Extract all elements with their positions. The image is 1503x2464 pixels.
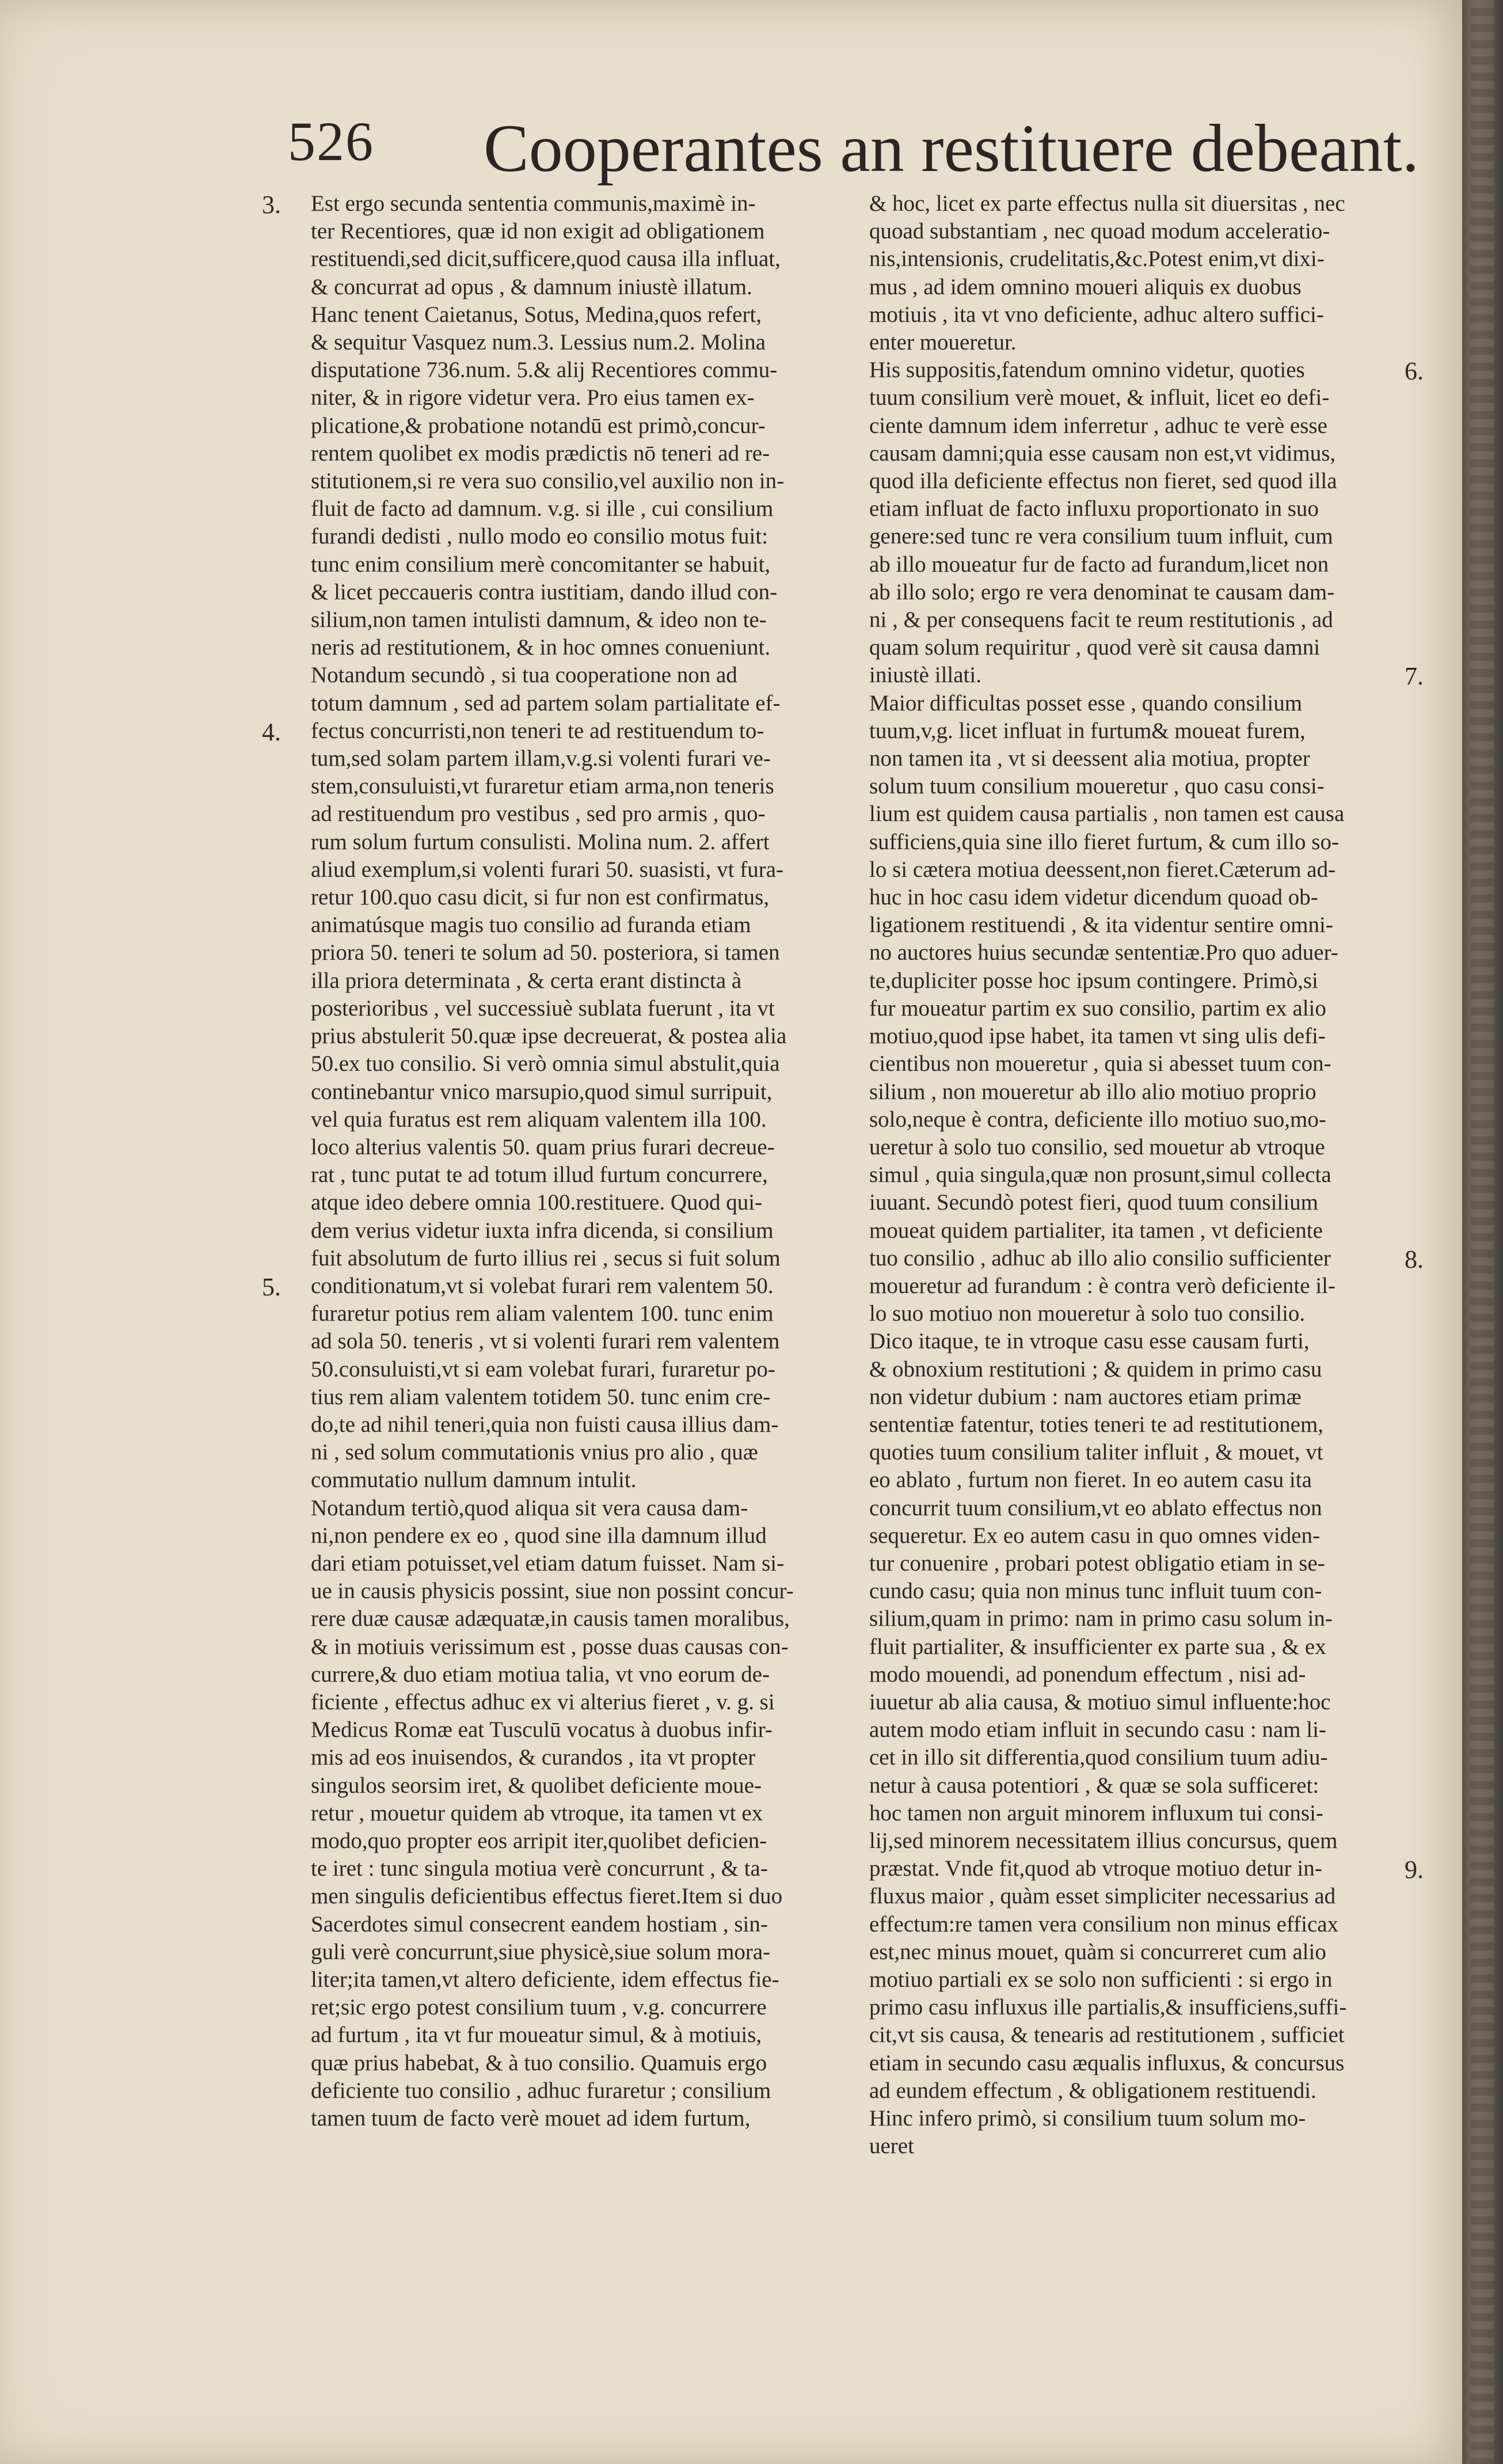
text-line: & obnoxium restitutioni ; & quidem in primo casu: [869, 1356, 1322, 1382]
text-line: ni , & per consequens facit te reum restitutionis , ad: [869, 607, 1333, 633]
text-line: tuum,v,g. licet influat in furtum& moueat furem,: [869, 718, 1306, 743]
text-line: disputatione 736.num. 5.& alij Recentiores commu-: [311, 358, 778, 383]
text-line: deficiente tuo consilio , adhuc furaretur ; consilium: [311, 2078, 771, 2103]
text-line: ab illo moueatur fur de facto ad furandum,licet non: [869, 552, 1329, 577]
text-line: do,te ad nihil teneri,quia non fuisti causa illius dam-: [311, 1412, 779, 1437]
text-line: liter;ita tamen,vt altero deficiente, idem effectus fie-: [311, 1967, 779, 1992]
text-line: stitutionem,si re vera suo consilio,vel auxilio non in-: [311, 469, 785, 494]
text-line: cet in illo sit differentia,quod consilium tuum adiu-: [869, 1745, 1328, 1770]
text-line: solo,neque è contra, deficiente illo motiuo suo,mo-: [869, 1106, 1326, 1132]
text-line: eo ablato , furtum non fieret. In eo autem casu ita: [869, 1467, 1312, 1493]
text-line: & concurrat ad opus , & damnum iniustè illatum.: [311, 274, 752, 299]
paragraph-number: 7.: [1405, 662, 1424, 691]
text-line: est,nec minus mouet, quàm si concurreret cum alio: [869, 1939, 1326, 1964]
text-line: quoties tuum consilium taliter influit , & mouet, vt: [869, 1440, 1323, 1465]
text-line: silium,non tamen intulisti damnum, & ideo non te-: [311, 607, 767, 633]
text-line: autem modo etiam influit in secundo casu : nam li-: [869, 1717, 1326, 1743]
paragraph-number: 4.: [262, 717, 281, 746]
text-line: aliud exemplum,si volenti furari 50. suasisti, vt fura-: [311, 857, 783, 882]
text-line: tunc enim consilium merè concomitanter se habuit,: [311, 552, 771, 577]
text-line: fluxus maior , quàm esset simpliciter necessarius ad: [869, 1884, 1336, 1909]
text-line: Est ergo secunda sententia communis,maximè in-: [311, 191, 756, 216]
text-line: non tamen ita , vt si deessent alia motiua, propter: [869, 746, 1310, 771]
text-line: rum solum furtum consulisti. Molina num. 2. affert: [311, 829, 770, 854]
text-line: tamen tuum de facto verè mouet ad idem furtum,: [311, 2106, 751, 2131]
text-line: ad furtum , ita vt fur moueatur simul, & à motiuis,: [311, 2022, 762, 2048]
text-line: restituendi,sed dicit,sufficere,quod causa illa influat,: [311, 246, 781, 272]
text-line: causam damni;quia esse causam non est,vt vidimus,: [869, 440, 1336, 466]
text-line: ad eundem effectum , & obligationem restituendi.: [869, 2078, 1316, 2103]
text-line: cundo casu; quia non minus tunc influit tuum con-: [869, 1579, 1322, 1604]
right-text-column: [869, 190, 1399, 2160]
text-line: conditionatum,vt si volebat furari rem valentem 50.: [311, 1273, 774, 1298]
text-line: ab illo solo; ergo re vera denominat te causam dam-: [869, 579, 1335, 604]
text-line: & hoc, licet ex parte effectus nulla sit diuersitas , nec: [869, 191, 1345, 216]
text-line: tum,sed solam partem illam,v.g.si volenti furari ve-: [311, 746, 771, 771]
running-title: Cooperantes an restituere debeant.: [484, 111, 1420, 186]
text-line: commutatio nullum damnum intulit.: [311, 1467, 637, 1493]
text-line: simul , quia singula,quæ non prosunt,simul collecta: [869, 1162, 1331, 1188]
text-line: primo casu influxus ille partialis,& insufficiens,suffi-: [869, 1995, 1347, 2020]
text-line: sufficiens,quia sine illo fieret furtum, & cum illo so-: [869, 829, 1339, 854]
text-line: enter moueretur.: [869, 330, 1017, 355]
text-line: tuo consilio , adhuc ab illo alio consilio sufficienter: [869, 1245, 1331, 1271]
text-line: quoad substantiam , nec quoad modum acceleratio-: [869, 219, 1330, 244]
text-line: quam solum requiritur , quod verè sit causa damni: [869, 635, 1321, 660]
text-line: ret;sic ergo potest consilium tuum , v.g. concurrere: [311, 1995, 767, 2020]
text-line: fuit absolutum de furto illius rei , secus si fuit solum: [311, 1245, 781, 1271]
text-line: fluit partialiter, & insufficienter ex parte sua , & ex: [869, 1634, 1326, 1659]
text-line: ni , sed solum commutationis vnius pro alio , quæ: [311, 1440, 758, 1465]
page-stack-edge: [1471, 0, 1494, 2464]
text-line: mus , ad idem omnino moueri aliquis ex duobus: [869, 274, 1302, 299]
text-line: sententiæ fatentur, toties teneri te ad restitutionem,: [869, 1412, 1324, 1437]
text-line: genere:sed tunc re vera consilium tuum influit, cum: [869, 524, 1333, 549]
text-line: currere,& duo etiam motiua talia, vt vno eorum de-: [311, 1661, 770, 1687]
text-line: retur 100.quo casu dicit, si fur non est confirmatus,: [311, 885, 770, 910]
text-line: hoc tamen non arguit minorem influxum tui consi-: [869, 1800, 1323, 1826]
text-line: loco alterius valentis 50. quam prius furari decreue-: [311, 1134, 775, 1159]
text-line: men singulis deficientibus effectus fieret.Item si duo: [311, 1884, 783, 1909]
text-line: motiuis , ita vt vno deficiente, adhuc altero suffici-: [869, 302, 1324, 327]
text-line: furandi dedisti , nullo modo eo consilio motus fuit:: [311, 524, 768, 549]
text-line: quod illa deficiente effectus non fieret, sed quod illa: [869, 469, 1337, 494]
text-line: guli verè concurrunt,siue physicè,siue solum mora-: [311, 1939, 771, 1964]
text-line: fectus concurristi,non teneri te ad restituendum to-: [311, 718, 764, 743]
text-line: singulos seorsim iret, & quolibet deficiente moue-: [311, 1773, 762, 1798]
text-line: totum damnum , sed ad partem solam partialitate ef-: [311, 690, 781, 716]
text-line: rere duæ causæ adæquatæ,in causis tamen moralibus,: [311, 1606, 790, 1632]
text-line: netur à causa potentiori , & quæ se sola sufficeret:: [869, 1773, 1319, 1798]
text-line: sequeretur. Ex eo autem casu in quo omnes viden-: [869, 1523, 1321, 1548]
text-line: cientibus non moueretur , quia si abesset tuum con-: [869, 1051, 1331, 1077]
text-line: modo mouendi, ad ponendum effectum , nisi ad-: [869, 1661, 1306, 1687]
text-line: motiuo,quod ipse habet, ita tamen vt sing ulis defi-: [869, 1024, 1326, 1049]
text-line: tuum consilium verè mouet, & influit, licet eo defi-: [869, 385, 1330, 410]
text-line: huc in hoc casu idem videtur dicendum quoad ob-: [869, 885, 1318, 910]
text-line: & sequitur Vasquez num.3. Lessius num.2. Molina: [311, 330, 766, 355]
text-line: fluit de facto ad damnum. v.g. si ille , cui consilium: [311, 496, 774, 522]
text-line: Hanc tenent Caietanus, Sotus, Medina,quos refert,: [311, 302, 762, 327]
paragraph-number: 9.: [1405, 1855, 1424, 1884]
text-line: prius abstulerit 50.quæ ipse decreuerat, & postea alia: [311, 1024, 787, 1049]
text-line: tur conuenire , probari potest obligatio etiam in se-: [869, 1550, 1325, 1576]
text-line: animatúsque magis tuo consilio ad furanda etiam: [311, 912, 751, 938]
text-line: dari etiam potuisset,vel etiam datum fuisset. Nam si-: [311, 1550, 785, 1576]
text-line: ad sola 50. teneris , vt si volenti furari rem valentem: [311, 1329, 780, 1354]
text-line: & in motiuis verissimum est , posse duas causas con-: [311, 1634, 789, 1659]
text-line: ligationem restituendi , & ita videntur sentire omni-: [869, 912, 1333, 938]
text-line: tius rem aliam valentem totidem 50. tunc enim cre-: [311, 1384, 771, 1409]
text-line: vel quia furatus est rem aliquam valentem illa 100.: [311, 1106, 767, 1132]
text-line: dem verius videtur iuxta infra dicenda, si consilium: [311, 1218, 774, 1243]
text-line: quæ prius habebat, & à tuo consilio. Quamuis ergo: [311, 2050, 767, 2075]
text-line: non videtur dubium : nam auctores etiam primæ: [869, 1384, 1302, 1409]
text-line: moueat quidem partialiter, ita tamen , vt deficiente: [869, 1218, 1323, 1243]
text-line: mis ad eos inuisendos, & curandos , ita vt propter: [311, 1745, 756, 1770]
text-line: iniustè illati.: [869, 663, 981, 688]
page-number: 526: [288, 111, 374, 172]
text-line: ue in causis physicis possint, siue non possint concur-: [311, 1579, 794, 1604]
text-line: ni,non pendere ex eo , quod sine illa damnum illud: [311, 1523, 767, 1548]
text-line: præstat. Vnde fit,quod ab vtroque motiuo detur in-: [869, 1856, 1322, 1881]
text-line: silium , non moueretur ab illo alio motiuo proprio: [869, 1079, 1316, 1104]
text-line: motiuo partiali ex se solo non sufficienti : si ergo in: [869, 1967, 1333, 1992]
text-line: His suppositis,fatendum omnino videtur, quoties: [869, 358, 1305, 383]
text-line: Notandum tertiò,quod aliqua sit vera causa dam-: [311, 1495, 748, 1520]
text-line: ueret: [869, 2134, 914, 2159]
text-line: lij,sed minorem necessitatem illius concursus, quem: [869, 1828, 1338, 1853]
text-line: Maior difficultas posset esse , quando consilium: [869, 690, 1303, 716]
text-line: concurrit tuum consilium,vt eo ablato effectus non: [869, 1495, 1322, 1520]
text-line: Sacerdotes simul consecrent eandem hostiam , sin-: [311, 1911, 768, 1937]
text-line: posterioribus , vel successiuè sublata fuerunt , ita vt: [311, 995, 775, 1021]
text-line: fur moueatur partim ex suo consilio, partim ex alio: [869, 995, 1326, 1021]
text-line: no auctores huius secundæ sententiæ.Pro quo aduer-: [869, 940, 1338, 965]
text-line: furaretur potius rem aliam valentem 100. tunc enim: [311, 1301, 774, 1326]
text-line: ueretur à solo tuo consilio, sed mouetur ab vtroque: [869, 1134, 1325, 1159]
text-line: te,dupliciter posse hoc ipsum contingere. Primò,si: [869, 968, 1318, 993]
text-line: lo si cætera motiua deessent,non fieret.Cæterum ad-: [869, 857, 1336, 882]
paragraph-number: 5.: [262, 1272, 281, 1301]
text-line: atque ideo debere omnia 100.restituere. Quod qui-: [311, 1190, 763, 1215]
text-line: Dico itaque, te in vtroque casu esse causam furti,: [869, 1329, 1310, 1354]
text-line: Notandum secundò , si tua cooperatione non ad: [311, 663, 737, 688]
text-line: lium est quidem causa partialis , non tamen est causa: [869, 801, 1345, 827]
text-line: etiam influat de facto influxu proportionato in suo: [869, 496, 1319, 522]
paragraph-number: 3.: [262, 191, 281, 219]
text-line: Hinc infero primò, si consilium tuum solum mo-: [869, 2106, 1306, 2131]
text-line: rentem quolibet ex modis prædictis nō teneri ad re-: [311, 440, 770, 466]
paragraph-number: 8.: [1405, 1245, 1424, 1273]
text-line: lo suo motiuo non moueretur à solo tuo consilio.: [869, 1301, 1306, 1326]
text-line: retur , mouetur quidem ab vtroque, ita tamen vt ex: [311, 1800, 763, 1826]
text-line: cit,vt sis causa, & tenearis ad restitutionem , sufficiet: [869, 2022, 1345, 2048]
text-line: & licet peccaueris contra iustitiam, dando illud con-: [311, 579, 778, 604]
text-line: ad restituendum pro vestibus , sed pro armis , quo-: [311, 801, 766, 827]
text-line: effectum:re tamen vera consilium non minus efficax: [869, 1911, 1339, 1937]
text-line: illa priora determinata , & certa erant distincta à: [311, 968, 742, 993]
text-line: 50.ex tuo consilio. Si verò omnia simul abstulit,quia: [311, 1051, 780, 1077]
text-line: moueretur ad furandum : è contra verò deficiente il-: [869, 1273, 1335, 1298]
text-line: silium,quam in primo: nam in primo casu solum in-: [869, 1606, 1333, 1632]
text-line: neris ad restitutionem, & in hoc omnes conueniunt.: [311, 635, 771, 660]
text-line: ter Recentiores, quæ id non exigit ad obligationem: [311, 219, 765, 244]
text-line: solum tuum consilium moueretur , quo casu consi-: [869, 774, 1325, 799]
text-line: priora 50. teneri te solum ad 50. posteriora, si tamen: [311, 940, 780, 965]
text-line: rat , tunc putat te ad totum illud furtum concurrere,: [311, 1162, 768, 1188]
text-line: iuuant. Secundò potest fieri, quod tuum consilium: [869, 1190, 1318, 1215]
text-line: iuuetur ab alia causa, & motiuo simul influente:hoc: [869, 1689, 1331, 1714]
text-line: Medicus Romæ eat Tusculū vocatus à duobus infir-: [311, 1717, 773, 1743]
text-line: etiam in secundo casu æqualis influxus, & concursus: [869, 2050, 1345, 2075]
text-line: 50.consuluisti,vt si eam volebat furari, furaretur po-: [311, 1356, 775, 1382]
left-text-column: [311, 190, 829, 2132]
text-line: nis,intensionis, crudelitatis,&c.Potest enim,vt dixi-: [869, 246, 1325, 272]
text-line: ficiente , effectus adhuc ex vi alterius fieret , v. g. si: [311, 1689, 775, 1714]
text-line: stem,consuluisti,vt furaretur etiam arma,non teneris: [311, 774, 774, 799]
text-line: ciente damnum idem inferretur , adhuc te verè esse: [869, 413, 1327, 438]
page-header: [288, 109, 1420, 190]
text-line: niter, & in rigore videtur vera. Pro eius tamen ex-: [311, 385, 755, 410]
paragraph-number: 6.: [1405, 357, 1424, 386]
text-line: te iret : tunc singula motiua verè concurrunt , & ta-: [311, 1856, 768, 1881]
text-line: plicatione,& probatione notandū est primò,concur-: [311, 413, 766, 438]
text-line: modo,quo propter eos arripit iter,quolibet deficien-: [311, 1828, 767, 1853]
text-line: continebantur vnico marsupio,quod simul surripuit,: [311, 1079, 773, 1104]
